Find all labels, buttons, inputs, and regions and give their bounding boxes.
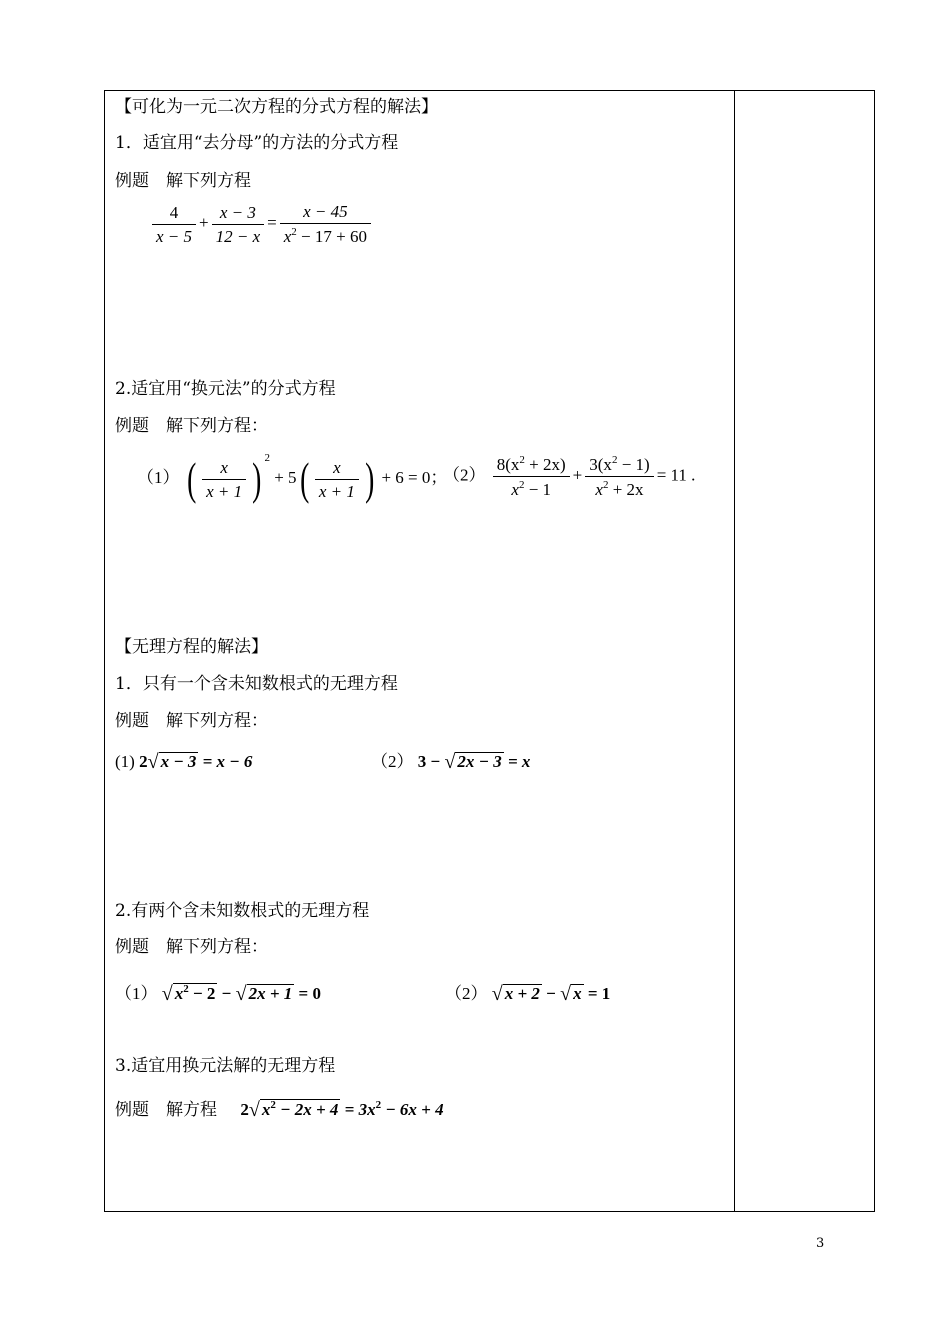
denominator: 12 − x xyxy=(215,226,261,246)
example-label-3: 例题 解下列方程： xyxy=(115,711,268,731)
example-label-2: 例题 解下列方程： xyxy=(115,416,268,436)
problem-label: （1） xyxy=(137,468,180,487)
fraction-3 xyxy=(280,203,371,245)
radicand: x + 2 xyxy=(504,984,540,1003)
denominator: x − 5 xyxy=(156,226,193,246)
fractional-subheading-2: 2.适宜用“换元法”的分式方程 xyxy=(115,379,336,399)
page-number: 3 xyxy=(816,1236,825,1251)
numerator: x xyxy=(202,459,246,480)
left-hand-side: 3 − xyxy=(417,752,441,771)
problem-label: （1） xyxy=(115,984,158,1003)
radicand-part: − 2x + 4 xyxy=(275,1100,339,1119)
variable: x xyxy=(174,984,184,1003)
right-hand-side: = x − 6 xyxy=(202,752,253,771)
problem-label: (1) xyxy=(115,752,135,771)
radicand: x − 3 xyxy=(160,752,197,771)
equation-2-1 xyxy=(137,452,448,505)
irrational-subheading-3: 3.适宜用换元法解的无理方程 xyxy=(115,1056,336,1076)
irrational-equation-heading: 【无理方程的解法】 xyxy=(115,637,268,657)
variable: x xyxy=(261,1100,271,1119)
right-paren: ) xyxy=(252,453,262,505)
variable: x xyxy=(283,227,292,246)
equation-5 xyxy=(115,1099,444,1119)
numerator-part: + 2x) xyxy=(524,455,566,474)
coefficient: 2 xyxy=(240,1100,249,1119)
column-divider xyxy=(734,91,735,1211)
equation-4-2 xyxy=(445,983,610,1003)
exponent: 2 xyxy=(183,983,189,995)
right-hand-side-part: = 3x xyxy=(344,1100,376,1119)
fraction-x-over-x-plus-1 xyxy=(202,459,246,500)
exponent: 2 xyxy=(270,1099,276,1111)
radicand-part: − 2 xyxy=(188,984,216,1003)
numerator-part: 3(x xyxy=(589,455,612,474)
square-root: √ $x^2 - 2$ xyxy=(161,983,216,1005)
right-hand-side: = 0 xyxy=(298,984,321,1003)
denominator-part: + 2x xyxy=(608,480,644,499)
content-table xyxy=(104,90,875,1212)
irrational-subheading-1: 1．只有一个含未知数根式的无理方程 xyxy=(115,674,398,694)
radicand: 2x + 1 xyxy=(248,984,293,1003)
numerator: x xyxy=(315,459,359,480)
problem-label: （2） xyxy=(443,465,486,485)
radicand: 2x − 3 xyxy=(457,752,502,771)
denominator-part: − 1 xyxy=(524,480,552,499)
fraction-2 xyxy=(585,455,653,498)
exponent: 2 xyxy=(375,1099,382,1111)
coefficient: + 5 xyxy=(274,468,297,487)
left-paren: ( xyxy=(186,453,197,505)
equation-4-1 xyxy=(115,983,321,1003)
exponent: 2 xyxy=(264,452,270,464)
fraction-2 xyxy=(212,204,265,245)
minus-sign: − xyxy=(221,984,232,1003)
problem-label: （2） xyxy=(371,752,414,771)
equation-3-1 xyxy=(115,751,252,771)
right-paren: ) xyxy=(364,453,375,505)
numerator: x − 3 xyxy=(212,204,265,225)
fraction-x-over-x-plus-1 xyxy=(315,459,359,500)
square-root: √ 2x − 3 xyxy=(444,751,502,773)
denominator: x + 1 xyxy=(318,481,355,501)
exponent: 2 xyxy=(519,454,525,466)
numerator: 4 xyxy=(152,204,196,225)
fraction-1 xyxy=(493,455,570,498)
problem-label: （2） xyxy=(445,984,488,1003)
denominator: x + 1 xyxy=(206,481,243,501)
equation-1: $\frac{4}{x - 5}$ + $\frac{x - 3}{12 - x}$ = $\frac{x - 45}{x^2 - 17 + 60}$ xyxy=(149,203,374,245)
example-label-5: 例题 解方程 xyxy=(115,1100,217,1120)
equation-5-body xyxy=(240,1100,443,1119)
right-hand-side: = 1 xyxy=(587,984,611,1003)
exponent: 2 xyxy=(518,479,525,491)
square-root: √ $x^2 - 2x + 4$ xyxy=(248,1099,339,1121)
right-hand-side-part: − 6x + 4 xyxy=(381,1100,444,1119)
exponent: 2 xyxy=(602,479,609,491)
irrational-subheading-2: 2.有两个含未知数根式的无理方程 xyxy=(115,901,370,921)
variable: x xyxy=(511,480,519,499)
fractional-equation-heading: 【可化为一元二次方程的分式方程的解法】 xyxy=(115,97,438,117)
right-hand-side: = x xyxy=(507,752,531,771)
left-paren: ( xyxy=(299,453,309,505)
numerator-part: 8(x xyxy=(496,455,520,474)
square-root: √ x + 2 xyxy=(491,983,540,1005)
radicand: x xyxy=(573,984,582,1003)
variable: x xyxy=(595,480,603,499)
minus-sign: − xyxy=(546,984,556,1003)
coefficient: 2 xyxy=(139,752,148,771)
exponent: 2 xyxy=(611,454,618,466)
equation-2-2: （2） $\frac{8(x^2 + 2x)}{x^2 - 1}$ + $\frac{3(x^2 - 1)}{x^2 + 2x}$ = 11 . xyxy=(443,454,696,499)
denominator-rest: − 17 + 60 xyxy=(296,227,367,246)
numerator-part: − 1) xyxy=(617,455,650,474)
numerator: x − 45 xyxy=(280,203,371,224)
square-root: √ 2x + 1 xyxy=(235,983,293,1005)
example-label-4: 例题 解下列方程： xyxy=(115,937,268,957)
equation-tail: + 6 = 0； xyxy=(381,468,448,487)
fraction-1 xyxy=(152,204,196,245)
example-label-1: 例题 解下列方程 xyxy=(115,171,251,191)
square-root: √ x − 3 xyxy=(147,751,197,773)
equation-3-2 xyxy=(371,751,530,771)
fractional-subheading-1: 1．适宜用“去分母”的方法的分式方程 xyxy=(115,133,399,153)
exponent: 2 xyxy=(291,226,297,238)
square-root: √ x xyxy=(560,983,582,1005)
right-hand-side: = 11 . xyxy=(656,465,696,485)
